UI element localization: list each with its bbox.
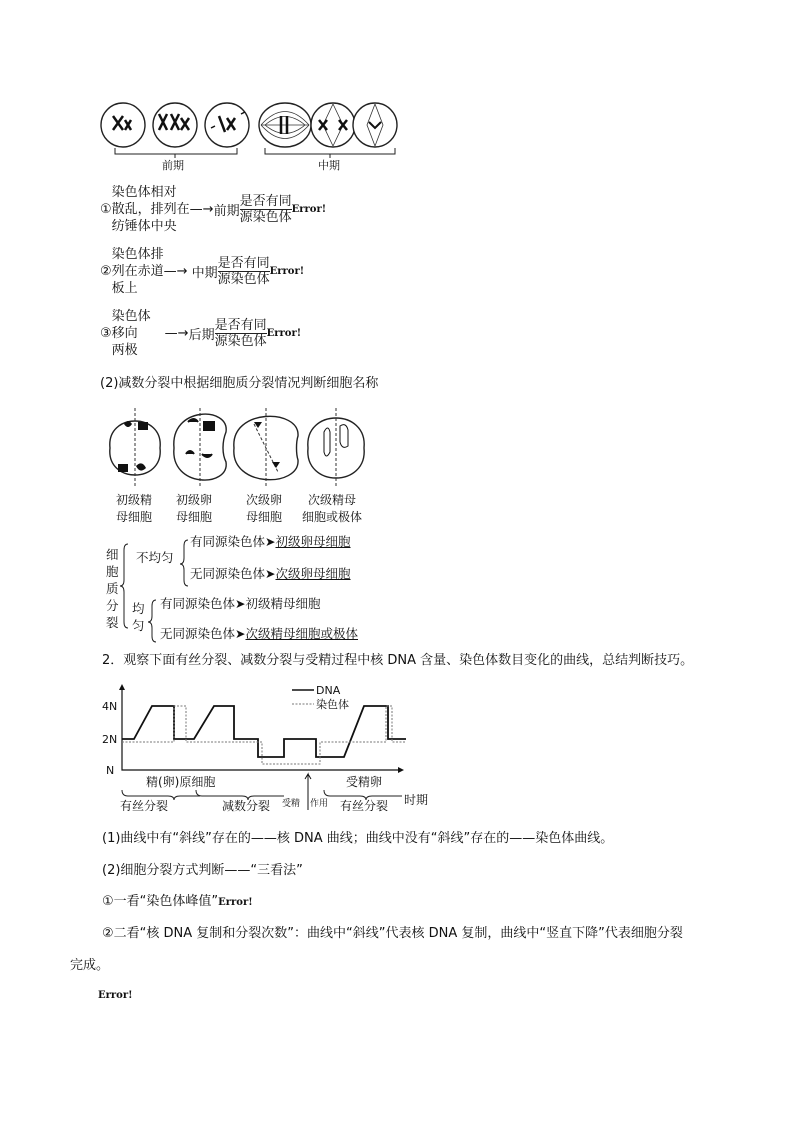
tree-result: 次级精母细胞或极体	[245, 626, 359, 641]
legend-dna: DNA	[316, 684, 341, 697]
cell-label-3: 次级卵 母细胞	[246, 493, 283, 524]
primary-spermatocyte-cell	[110, 408, 160, 486]
rule-arrow: —→	[164, 326, 189, 341]
prophase-cells	[101, 103, 249, 147]
rule-question: $\frac{\text{是否有同}}{\text{源染色体}}$	[239, 194, 292, 225]
arrow-icon: ➤	[235, 626, 246, 641]
tree-root: 细 胞 质 分 裂	[106, 547, 119, 630]
meiosis-cell-illustration	[104, 402, 374, 494]
tree-even-yes-row: 有同源染色体➤初级精母细胞	[160, 596, 321, 611]
tree-result: 初级精母细胞	[245, 596, 321, 611]
tree-uneven-yes-row: 有同源染色体➤初级卵母细胞	[190, 534, 351, 549]
tree-even: 均 匀	[132, 601, 145, 633]
secondary-oocyte-cell	[234, 408, 298, 486]
rule-marker: ②	[100, 264, 112, 279]
paragraph-4-cont: 完成。	[70, 958, 110, 973]
tree-uneven-no-row: 无同源染色体➤次级卵母细胞	[190, 566, 351, 581]
tree-result: 次级卵母细胞	[275, 566, 351, 581]
tree-even-no-row: 无同源染色体➤次级精母细胞或极体	[160, 626, 359, 641]
arrow-icon: ➤	[265, 534, 276, 549]
paragraph-1: (1)曲线中有“斜线”存在的——核 DNA 曲线；曲线中没有“斜线”存在的——染色体曲线。	[102, 831, 614, 846]
arrow-icon: ➤	[265, 566, 276, 581]
rule-marker: ①	[100, 202, 112, 217]
metaphase-label: 中期	[318, 159, 340, 172]
paragraph-3: ①一看“染色体峰值”Error!	[102, 894, 253, 909]
mitosis-phase-illustration	[95, 98, 405, 176]
stage-fertilization: 受精	[282, 799, 301, 809]
y-tick-2n: 2N	[102, 733, 118, 746]
rule-condition: 染色体排 列在赤道 板上	[111, 247, 164, 296]
primary-oocyte-cell	[174, 408, 226, 486]
rule-marker: ③	[100, 326, 112, 341]
tree-uneven: 不均匀	[136, 550, 174, 565]
rule-question: $\frac{\text{是否有同}}{\text{源染色体}}$	[217, 256, 270, 287]
cell-label-4: 次级精母 细胞或极体	[302, 493, 363, 524]
section2-title: (2)减数分裂中根据细胞质分裂情况判断细胞名称	[100, 376, 379, 391]
x-axis-label: 时期	[404, 793, 429, 807]
rule-phase: 前期	[213, 204, 240, 219]
rule-arrow: —→	[163, 264, 188, 279]
prophase-label: 前期	[162, 159, 184, 172]
rule-metaphase	[100, 246, 304, 297]
paragraph-5-error: Error!	[98, 990, 133, 1001]
rule-condition: 染色体相对 散乱，排列在 纺锤体中央	[111, 185, 190, 234]
metaphase-cells	[259, 103, 397, 147]
stage-meiosis: 减数分裂	[222, 799, 271, 813]
paragraph-4: ②二看“核 DNA 复制和分裂次数”：曲线中“斜线”代表核 DNA 复制，曲线中“竖直下降”代表细胞分裂	[102, 926, 683, 941]
dna-chromosome-graph	[100, 682, 440, 814]
rule-phase: 中期	[191, 266, 218, 281]
rule-condition: 染色体 移向 两极	[111, 309, 151, 358]
arrow-icon: ➤	[235, 596, 246, 611]
rule-prophase	[100, 184, 326, 235]
label-zygote: 受精卵	[346, 775, 383, 789]
rule-result: Error!	[266, 328, 302, 339]
chromosome-curve	[122, 706, 406, 764]
y-tick-n: N	[106, 764, 115, 777]
rule-phase: 后期	[188, 328, 215, 343]
cell-label-2: 初级卵 母细胞	[176, 493, 213, 524]
axis-arrowheads	[119, 684, 404, 773]
y-tick-4n: 4N	[102, 700, 118, 713]
dna-curve	[122, 706, 406, 757]
stage-mitosis-1: 有丝分裂	[120, 799, 169, 813]
label-germ-cell: 精(卵)原细胞	[146, 775, 216, 789]
question-2: 2．观察下面有丝分裂、减数分裂与受精过程中核 DNA 含量、染色体数目变化的曲线，总结判断技巧。	[102, 653, 694, 668]
rule-result: Error!	[269, 266, 305, 277]
rule-anaphase	[100, 308, 301, 359]
paragraph-2: (2)细胞分裂方式判断——“三看法”	[102, 863, 303, 878]
cell-label-1: 初级精 母细胞	[116, 493, 153, 524]
stage-action: 作用	[310, 799, 329, 809]
secondary-spermatocyte-cell	[308, 408, 364, 486]
legend-chromosome: 染色体	[316, 698, 349, 711]
rule-result: Error!	[291, 204, 327, 215]
rule-question: $\frac{\text{是否有同}}{\text{源染色体}}$	[214, 318, 267, 349]
tree-result: 初级卵母细胞	[275, 534, 351, 549]
rule-arrow: —→	[189, 202, 214, 217]
stage-mitosis-2: 有丝分裂	[340, 799, 389, 813]
